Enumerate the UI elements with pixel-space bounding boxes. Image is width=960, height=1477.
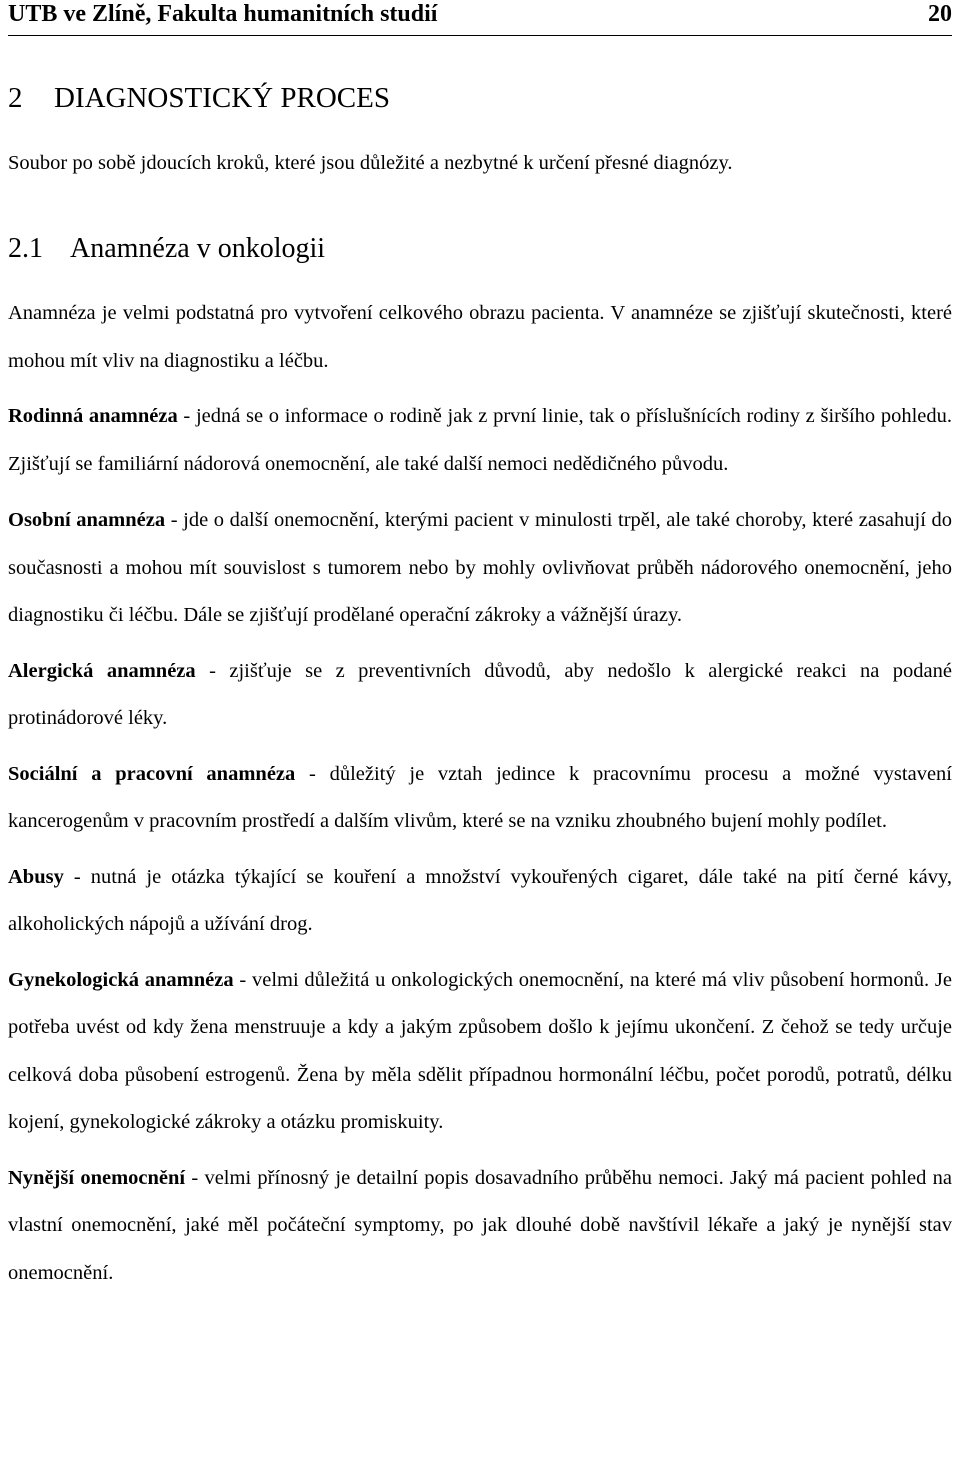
chapter-heading — [8, 80, 390, 116]
paragraph-gynekologicka-anamneza — [8, 957, 952, 1147]
header-school-name: UTB ve Zlíně, Fakulta humanitních studií — [8, 1, 438, 27]
section-number: 2.1 — [8, 233, 43, 264]
paragraph-alergicka-anamneza — [8, 648, 952, 743]
section-heading — [8, 232, 325, 266]
running-header — [8, 0, 952, 28]
paragraph-abusy — [8, 854, 952, 949]
paragraph-text: - důležitý je vztah jedince k pracovnímu procesu a možné vystavení kancerogenům v pracovním prostředí a dalším vlivům, které se na vzniku zhoubného bujení mohly podílet. — [8, 762, 952, 832]
paragraph-term: Osobní anamnéza — [8, 509, 166, 531]
paragraph-text: - zjišťuje se z preventivních důvodů, aby nedošlo k alergické reakci na podané protinádorové léky. — [8, 659, 952, 729]
paragraph-text: - nutná je otázka týkající se kouření a množství vykouřených cigaret, dále také na pití černé kávy, alkoholických nápojů a užívání drog. — [8, 865, 952, 935]
paragraph-text: Anamnéza je velmi podstatná pro vytvoření celkového obrazu pacienta. V anamnéze se zjišťují skutečnosti, které mohou mít vliv na diagnostiku a léčbu. — [8, 302, 952, 372]
paragraph-nynejsi-onemocneni — [8, 1155, 952, 1298]
paragraph-text: - jedná se o informace o rodině jak z první linie, tak o příslušnících rodiny z širšího pohledu. Zjišťují se familiární nádorová onemocnění, ale také další nemoci nedědičného původu. — [8, 405, 952, 475]
paragraph-term: Gynekologická anamnéza — [8, 968, 234, 991]
paragraph-socialni-anamneza — [8, 751, 952, 846]
paragraph-term: Alergická anamnéza — [8, 659, 196, 682]
paragraph-osobni-anamneza — [8, 497, 952, 640]
paragraph-term: Nynější onemocnění — [8, 1166, 186, 1189]
chapter-number: 2 — [8, 82, 23, 114]
paragraph-term: Abusy — [8, 865, 64, 888]
paragraph-block — [8, 290, 952, 1297]
paragraph-text: - velmi přínosný je detailní popis dosavadního průběhu nemoci. Jaký má pacient pohled na vlastní onemocnění, jaké měl počáteční symptomy, po jak dlouhé době navštívil lékaře a jaký je nynější stav onemocnění. — [8, 1166, 952, 1284]
chapter-title: DIAGNOSTICKÝ PROCES — [54, 82, 390, 114]
paragraph-term: Sociální a pracovní anamnéza — [8, 762, 296, 785]
header-page-number: 20 — [928, 1, 952, 27]
header-rule — [8, 35, 952, 36]
section-title: Anamnéza v onkologii — [70, 233, 326, 264]
paragraph-text: - jde o další onemocnění, kterými pacient v minulosti trpěl, ale také choroby, které zasahují do současnosti a mohou mít souvislost s tumorem nebo by mohly ovlivňovat průběh nádorového onemocnění, jeho diagnostiku či léčbu. Dále se zjišťují prodělané operační zákroky a vážnější úrazy. — [8, 509, 952, 626]
paragraph-anamneza-intro — [8, 290, 952, 385]
paragraph-text: - velmi důležitá u onkologických onemocnění, na které má vliv působení hormonů. Je potřeba uvést od kdy žena menstruuje a kdy a jakým způsobem došlo k jejímu ukončení. Z čehož se tedy určuje celková doba působení estrogenů. Žena by měla sdělit případnou hormonální léčbu, počet porodů, potratů, délku kojení, gynekologické zákroky a otázku promiskuity. — [8, 968, 952, 1133]
paragraph-term: Rodinná anamnéza — [8, 405, 178, 427]
chapter-intro: Soubor po sobě jdoucích kroků, které jsou důležité a nezbytné k určení přesné diagnózy. — [8, 152, 733, 174]
paragraph-rodinna-anamneza — [8, 393, 952, 488]
